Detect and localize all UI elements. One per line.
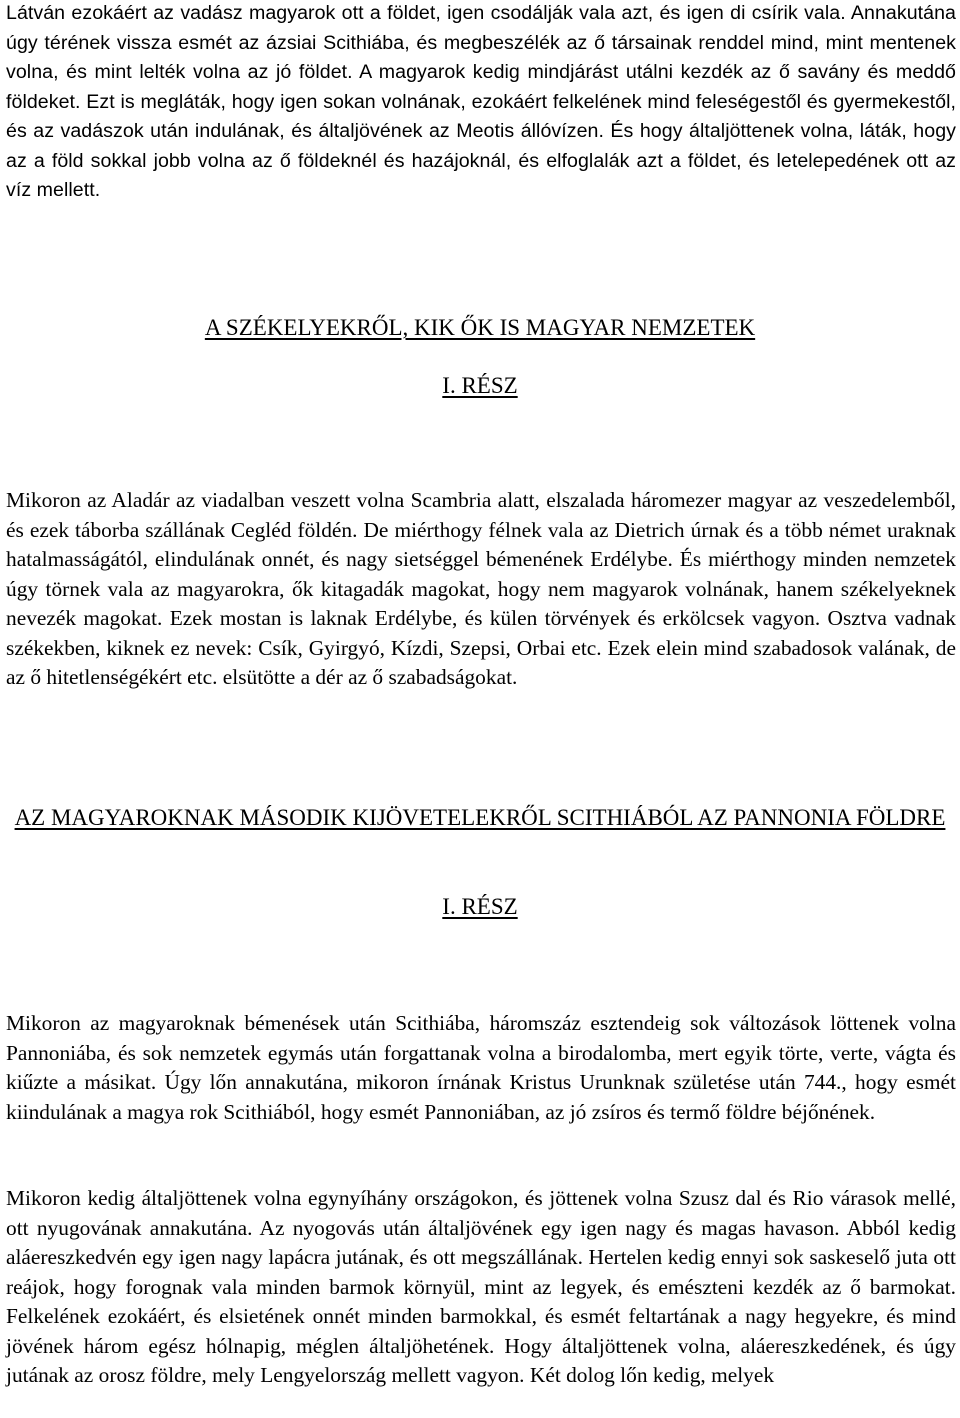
section-part-heading: I. RÉSZ [442, 373, 518, 398]
paragraph: Mikoron az magyaroknak bémenések után Scithiába, háromszáz esztendeig sok változások löttenek volna Pannoniába, és sok nemzetek egymás után forgattanak volna a birodalomba, mert egyik törte, verte, vágta és kiűzte a másikat. Úgy lőn annakutána, mikoron írnának Kristus Urunknak születése után 744., hogy esmét kiindulának a magya rok Scithiából, hogy esmét Pannoniában, az jó zsíros és termő földre béjőnének. [6, 1011, 956, 1124]
section-heading: A SZÉKELYEKRŐL, KIK ŐK IS MAGYAR NEMZETEK [204, 315, 756, 340]
section-heading: AZ MAGYAROKNAK MÁSODIK KIJÖVETELEKRŐL SCITHIÁBÓL AZ PANNONIA FÖLDRE [14, 805, 946, 830]
paragraph: Mikoron kedig általjöttenek volna egynyíhány országokon, és jöttenek volna Szusz dal és Rio várasok mellé, ott nyugovának annakutána. Az nyogovás után általjövének egy igen nagy és magas havason. Abból kedig aláereszkedvén egy igen nagy lapácra jutának, és ott megszállának. Hertelen kedig ennyi sok saskeselő juta ott reájok, hogy forognak vala minden barmok környül, mint az legyek, és emészteni kezdék az ő barmokat. Felkelének ezokáért, és elsietének onnét minden barmokkal, és esmét feltartának a nagy hegyekre, és mind jövének három egész hólnapig, méglen általjöhetének. Hogy általjöttenek volna, aláereszkedének, és úgy jutának az orosz földre, mely Lengyelország mellett vagyon. Két dolog lőn kedig, melyek [6, 1186, 956, 1387]
paragraph: Mikoron az Aladár az viadalban veszett volna Scambria alatt, elszalada háromezer magyar az veszedelemből, és ezek táborba szállának Cegléd földén. De miérthogy félnek vala az Dietrich úrnak és a több német uraknak hatalmasságától, elindulának onnét, és nagy sietséggel bémenének Erdélybe. És miérthogy minden nemzetek úgy törnek vala az magyarokra, ők kitagadák magokat, hogy nem magyarok volnának, hanem székelyeknek nevezék magokat. Ezek mostan is laknak Erdélybe, és külen törvények és erkölcsek vagyon. Osztva vadnak székekben, kiknek ez nevek: Csík, Gyirgyó, Kízdi, Szepsi, Orbai etc. Ezek elein mind szabadosok valának, de az ő hitetlenségékért etc. elsütötte a dér az ő szabadságokat. [6, 488, 956, 689]
section-part-heading: I. RÉSZ [442, 894, 518, 919]
paragraph: Látván ezokáért az vadász magyarok ott a földet, igen csodálják vala azt, és igen di csírik vala. Annakutána úgy térének vissza esmét az ázsiai Scithiába, és megbeszélék az ő társainak renddel mind, mint mentenek volna, és mint lelték volna az jó földet. A magyarok kedig mindjárást utálni kezdék az ő savány és meddő földeket. Ezt is megláták, hogy igen sokan volnának, ezokáért felkelének mind feleségestől és gyermekestől, és az vadászok után indulának, és általjövének az Meotis állóvízen. És hogy általjöttenek volna, láták, hogy az a föld sokkal jobb volna az ő földeknél és hazájoknál, és elfoglalák azt a földet, és letelepedének ott az víz mellett. [6, 2, 956, 201]
